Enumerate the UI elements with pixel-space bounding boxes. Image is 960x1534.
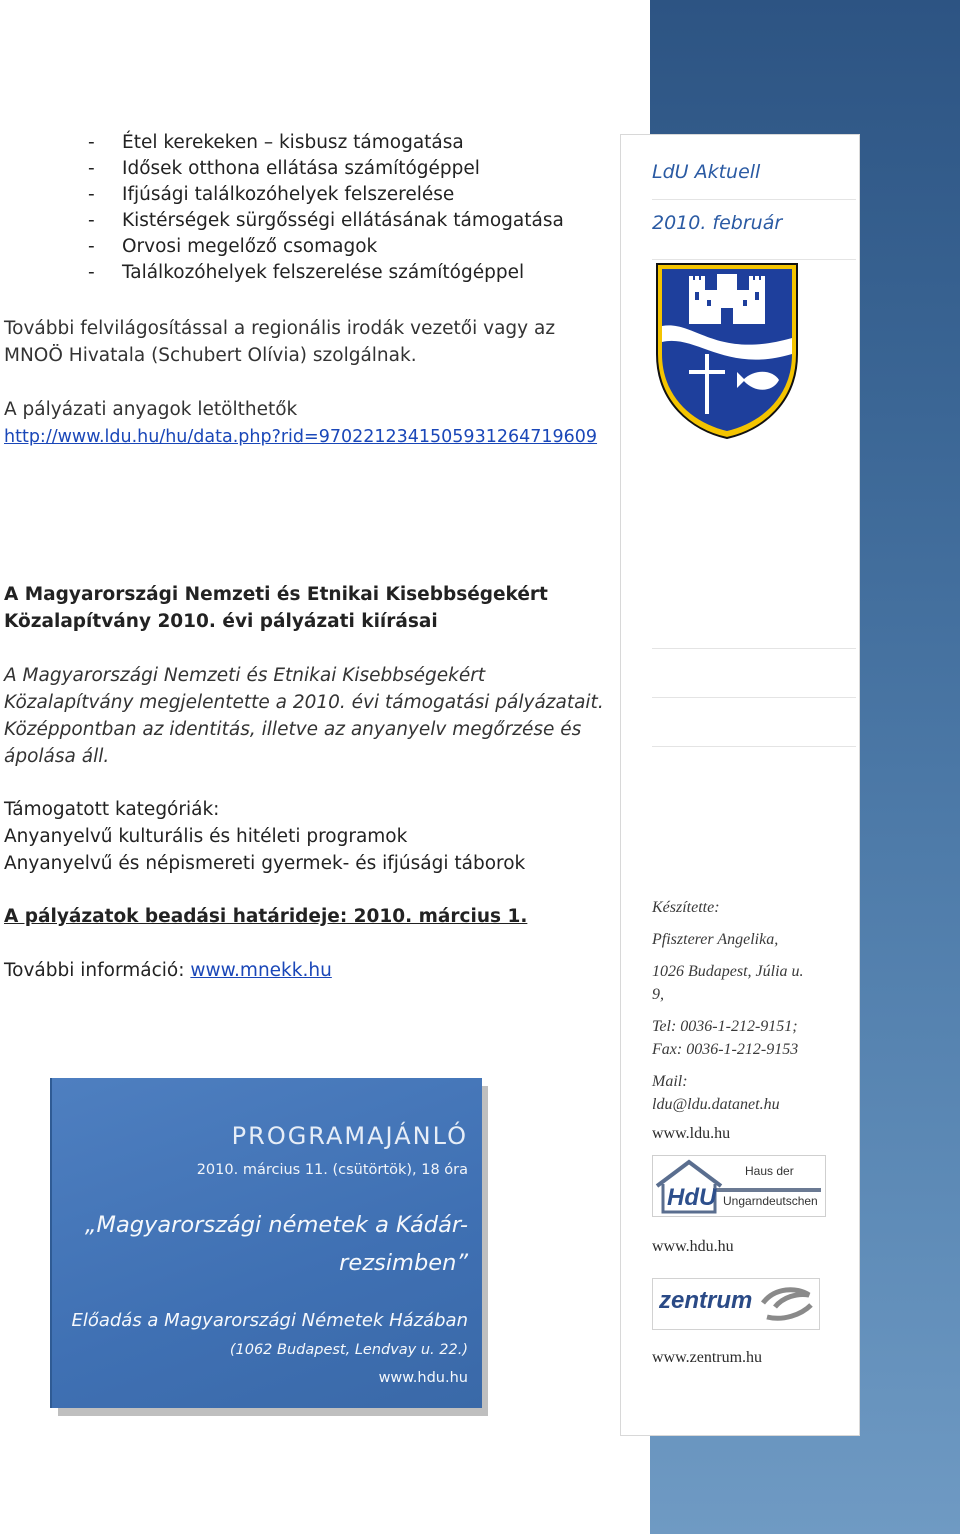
hdu-logo[interactable]	[652, 1155, 826, 1217]
deadline: A pályázatok beadási határideje: 2010. március 1.	[4, 906, 528, 927]
zentrum-web-link[interactable]: www.zentrum.hu	[652, 1349, 763, 1366]
list-item: - Étel kerekeken – kisbusz támogatása	[88, 132, 464, 153]
coat-of-arms-icon	[655, 262, 799, 440]
hdu-logo-line-2: Ungarndeutschen	[723, 1194, 818, 1208]
list-item: - Kistérségek sürgősségi ellátásának támogatása	[88, 210, 564, 231]
program-box	[50, 1078, 482, 1408]
zentrum-swirl-icon	[757, 1281, 817, 1325]
telephone: Tel: 0036-1-212-9151;	[652, 1018, 798, 1035]
hdu-logo-line-1: Haus der	[745, 1164, 794, 1178]
mnekk-link[interactable]: www.mnekk.hu	[190, 960, 332, 981]
divider	[652, 648, 856, 649]
address-line-2: 9,	[652, 986, 664, 1003]
divider	[652, 199, 856, 200]
mail-label: Mail:	[652, 1073, 688, 1090]
program-title: PROGRAMAJÁNLÓ	[231, 1122, 468, 1150]
more-info-label: További információ:	[4, 960, 191, 981]
article-body-4: ápolása áll.	[4, 746, 110, 767]
zentrum-logo-text: zentrum	[659, 1287, 753, 1314]
info-line-1: További felvilágosítással a regionális irodák vezetői vagy az	[4, 318, 556, 339]
list-item: - Orvosi megelőző csomagok	[88, 236, 378, 257]
program-topic-line-2: rezsimben”	[339, 1250, 468, 1276]
zentrum-logo[interactable]	[652, 1278, 820, 1330]
mail-address[interactable]: ldu@ldu.datanet.hu	[652, 1096, 780, 1113]
newsletter-title: LdU Aktuell	[652, 161, 761, 183]
article-body-3: Középpontban az identitás, illetve az anyanyelv megőrzése és	[4, 719, 582, 740]
article-body-1: A Magyarországi Nemzeti és Etnikai Kisebbségekért	[4, 665, 486, 686]
download-link-line[interactable]	[4, 424, 597, 451]
divider	[652, 259, 856, 260]
newsletter-date: 2010. február	[652, 212, 783, 234]
article-heading-2: Közalapítvány 2010. évi pályázati kiírásai	[4, 611, 438, 632]
more-info	[4, 958, 332, 985]
info-line-2: MNOÖ Hivatala (Schubert Olívia) szolgálnak.	[4, 345, 417, 366]
ldu-web-link[interactable]: www.ldu.hu	[652, 1125, 731, 1142]
divider	[652, 746, 856, 747]
download-label: A pályázati anyagok letölthetők	[4, 399, 298, 420]
list-item: - Ifjúsági találkozóhelyek felszerelése	[88, 184, 455, 205]
categories-label: Támogatott kategóriák:	[4, 799, 220, 820]
program-topic-line-1: „Magyarországi németek a Kádár-	[84, 1212, 468, 1238]
category-item: Anyanyelvű kulturális és hitéleti programok	[4, 826, 408, 847]
made-by-label: Készítette:	[652, 899, 720, 916]
list-item: - Idősek otthona ellátása számítógéppel	[88, 158, 480, 179]
list-item: - Találkozóhelyek felszerelése számítógéppel	[88, 262, 525, 283]
program-lecture: Előadás a Magyarországi Németek Házában	[71, 1310, 468, 1331]
address-line-1: 1026 Budapest, Júlia u.	[652, 963, 804, 980]
hdu-logo-mark: HdU	[667, 1184, 717, 1211]
category-item: Anyanyelvű és népismereti gyermek- és ifjúsági táborok	[4, 853, 526, 874]
download-link[interactable]: http://www.ldu.hu/hu/data.php?rid=9702212341505931264719609	[4, 427, 598, 447]
divider	[652, 697, 856, 698]
hdu-web-link[interactable]: www.hdu.hu	[652, 1238, 734, 1255]
support-list	[88, 130, 564, 286]
program-web: www.hdu.hu	[378, 1370, 468, 1386]
made-by-name: Pfiszterer Angelika,	[652, 931, 779, 948]
fax: Fax: 0036-1-212-9153	[652, 1041, 799, 1058]
article-body-2: Közalapítvány megjelentette a 2010. évi támogatási pályázatait.	[4, 692, 604, 713]
program-date: 2010. március 11. (csütörtök), 18 óra	[196, 1162, 468, 1178]
program-address: (1062 Budapest, Lendvay u. 22.)	[229, 1342, 468, 1358]
article-heading-1: A Magyarországi Nemzeti és Etnikai Kisebbségekért	[4, 584, 548, 605]
